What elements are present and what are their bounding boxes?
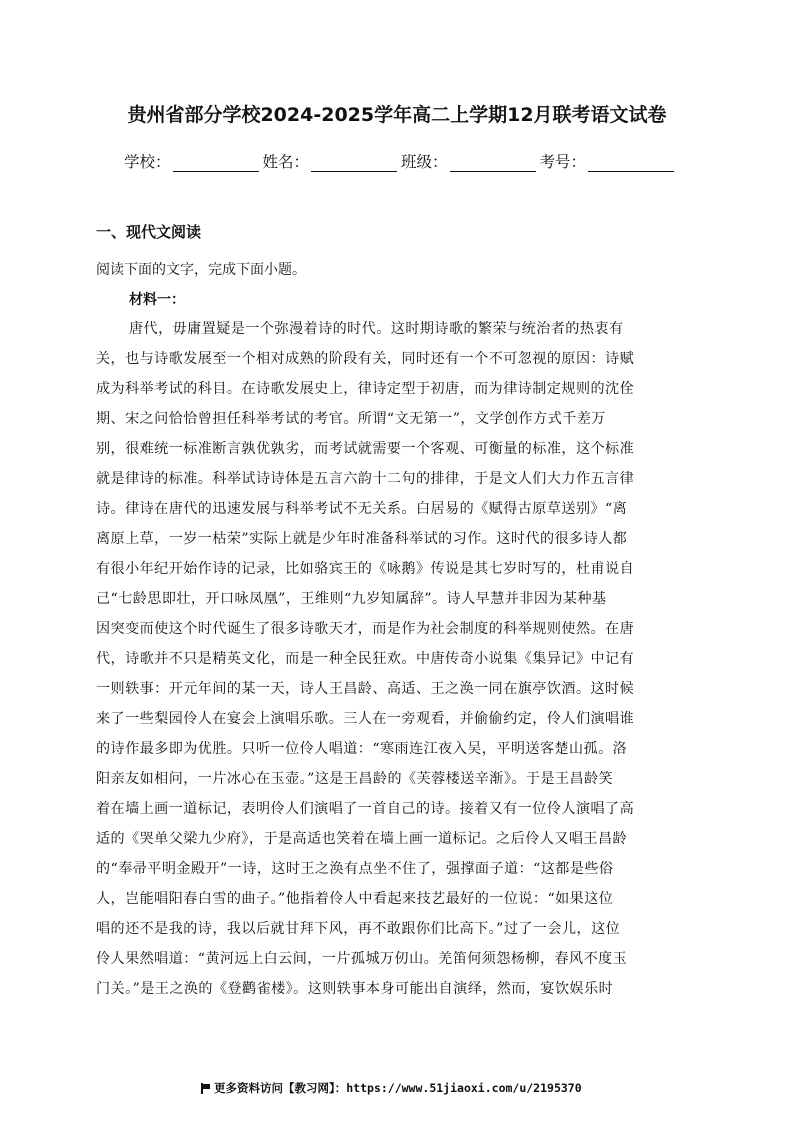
class-field (401, 150, 540, 172)
paragraph-line: 来了一些梨园伶人在宴会上演唱乐歌。三人在一旁观看，并偷偷约定，伶人们演唱谁 (96, 711, 635, 727)
paragraph-line: 唐代，毋庸置疑是一个弥漫着诗的时代。这时期诗歌的繁荣与统治者的热衷有 (129, 321, 624, 337)
paragraph-line: 阳亲友如相问，一片冰心在玉壶。”这是王昌龄的《芙蓉楼送辛渐》。于是王昌龄笑 (96, 771, 614, 787)
paragraph-line: 成为科举考试的科目。在诗歌发展史上，律诗定型于初唐，而为律诗制定规则的沈佺 (96, 381, 635, 397)
paragraph-line: 伶人果然唱道：“黄河远上白云间，一片孤城万仞山。羌笛何须怨杨柳，春风不度玉 (96, 951, 628, 967)
school-label: 学校： (124, 153, 171, 171)
reading-instruction: 阅读下面的文字，完成下面小题。 (96, 262, 306, 278)
class-label: 班级： (401, 153, 448, 171)
paragraph-line: 期、宋之问恰恰曾担任科举考试的考官。所谓“文无第一”，文学创作方式千差万 (96, 411, 606, 427)
material-paragraph (96, 314, 696, 1004)
paragraph-line: 因突变而使这个时代诞生了很多诗歌天才，而是作为社会制度的科举规则使然。在唐 (96, 621, 635, 637)
paragraph-line: 人，岂能唱阳春白雪的曲子。”他指着伶人中看起来技艺最好的一位说：“如果这位 (96, 891, 614, 907)
paragraph-line: 门关。”是王之涣的《登鹳雀楼》。这则轶事本身可能出自演绎，然而，宴饮娱乐时 (96, 981, 614, 997)
exam-number-label: 考号： (539, 153, 587, 171)
footer-link[interactable] (200, 1080, 582, 1096)
paragraph-line: 代，诗歌并不只是精英文化，而是一种全民狂欢。中唐传奇小说集《集异记》中记有 (96, 651, 635, 667)
name-label: 姓名： (262, 153, 310, 171)
paragraph-line: 一则轶事：开元年间的某一天，诗人王昌龄、高适、王之涣一同在旗亭饮酒。这时候 (96, 681, 635, 697)
exam-number-blank (588, 155, 674, 172)
class-blank (450, 155, 536, 172)
paragraph-line: 离原上草，一岁一枯荣”实际上就是少年时准备科举试的习作。这时代的很多诗人都 (96, 531, 628, 547)
name-blank (311, 155, 397, 172)
section-heading: 一、现代文阅读 (96, 223, 202, 241)
material-title: 材料一： (129, 292, 185, 308)
paragraph-line: 诗。律诗在唐代的迅速发展与科举考试不无关系。白居易的《赋得古原草送别》“离 (96, 501, 628, 517)
paragraph-line: 有很小年纪开始作诗的记录，比如骆宾王的《咏鹅》传说是其七岁时写的，杜甫说自 (96, 561, 635, 577)
paragraph-line: 适的《哭单父梁九少府》，于是高适也笑着在墙上画一道标记。之后伶人又唱王昌龄 (96, 831, 628, 847)
exam-title: 贵州省部分学校2024-2025学年高二上学期12月联考语文试卷 (127, 104, 667, 126)
paragraph-line: 唱的还不是我的诗，我以后就甘拜下风，再不敢跟你们比高下。”过了一会儿，这位 (96, 921, 621, 937)
paragraph-line: 的诗作最多即为优胜。只听一位伶人唱道：“寒雨连江夜入吴，平明送客楚山孤。洛 (96, 741, 628, 757)
exam-number-field (540, 150, 679, 172)
student-info-line (124, 150, 678, 172)
paragraph-line: 的“奉帚平明金殿开”一诗，这时王之涣有点坐不住了，强撑面子道：“这都是些俗 (96, 861, 614, 877)
name-field (263, 150, 402, 172)
flag-icon (200, 1083, 210, 1094)
paragraph-line: 关，也与诗歌发展至一个相对成熟的阶段有关，同时还有一个不可忽视的原因：诗赋 (96, 351, 635, 367)
paragraph-line: 别，很难统一标准断言孰优孰劣，而考试就需要一个客观、可衡量的标准，这个标准 (96, 441, 635, 457)
school-blank (173, 155, 259, 172)
paragraph-line: 己“七龄思即壮，开口咏凤凰”，王维则“九岁知属辞”。诗人早慧并非因为某种基 (96, 591, 607, 607)
paragraph-line: 就是律诗的标准。科举试诗诗体是五言六韵十二句的排律，于是文人们大力作五言律 (96, 471, 635, 487)
paragraph-line: 着在墙上画一道标记，表明伶人们演唱了一首自己的诗。接着又有一位伶人演唱了高 (96, 801, 635, 817)
school-field (124, 150, 263, 172)
footer-text: 更多资料访问【教习网】：https://www.51jiaoxi.com/u/2195370 (214, 1081, 582, 1095)
